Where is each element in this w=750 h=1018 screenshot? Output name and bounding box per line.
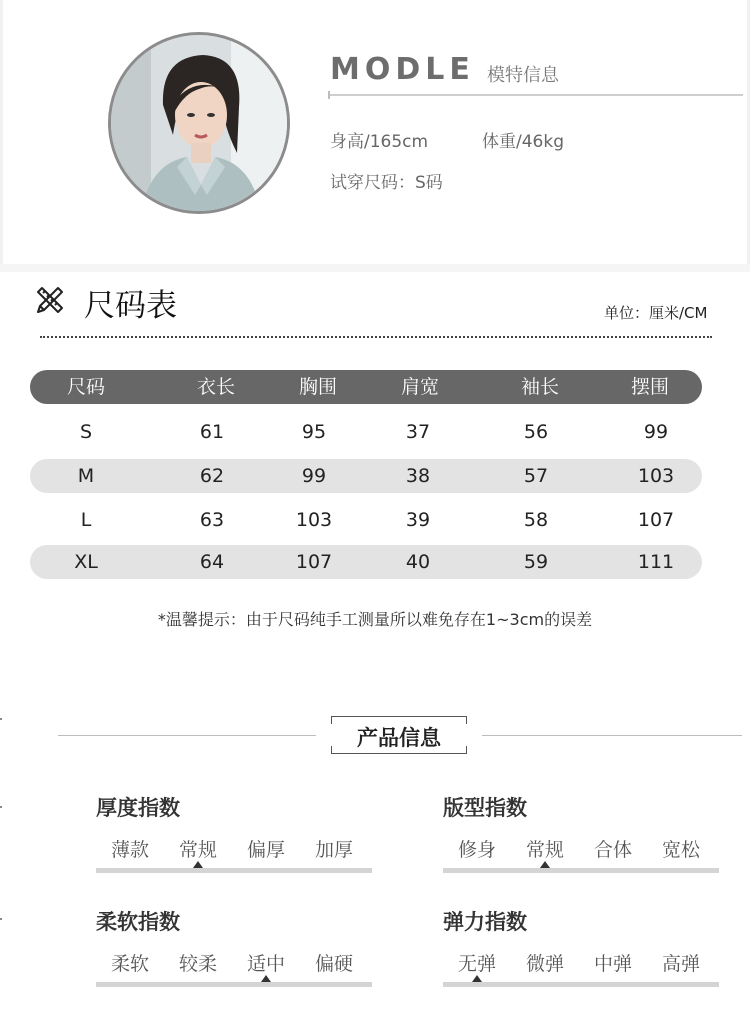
table-cell: 62 (199, 465, 225, 487)
selected-arrow-icon (193, 861, 203, 868)
section-edge-bottom (0, 264, 750, 272)
table-cell: 38 (405, 465, 431, 487)
index-option: 偏硬 (314, 953, 353, 975)
index-option: 宽松 (661, 839, 700, 861)
index-option: 微弹 (525, 953, 564, 975)
index-option: 中弹 (593, 953, 632, 975)
product-info-heading (331, 716, 467, 754)
index-bar (443, 868, 719, 873)
index-option: 偏厚 (246, 839, 285, 861)
header-cell: 袖长 (520, 376, 559, 398)
thickness-index (96, 792, 372, 882)
table-cell: 64 (199, 551, 225, 573)
table-cell: 99 (643, 421, 669, 443)
model-subtitle: 模特信息 (487, 65, 559, 86)
table-row (30, 503, 702, 537)
table-cell: 63 (199, 509, 225, 531)
index-label: 版型指数 (443, 796, 527, 820)
index-option: 柔软 (110, 953, 149, 975)
table-cell: 39 (405, 509, 431, 531)
table-cell: 58 (523, 509, 549, 531)
dotted-divider (40, 336, 712, 338)
model-info-section (0, 0, 750, 272)
index-bar (96, 868, 372, 873)
table-cell: 40 (405, 551, 431, 573)
table-cell: 107 (637, 509, 675, 531)
table-cell: 61 (199, 421, 225, 443)
elasticity-index (443, 906, 719, 996)
table-cell: 103 (295, 509, 333, 531)
model-weight: 体重/46kg (482, 132, 564, 152)
table-cell: 57 (523, 465, 549, 487)
selected-arrow-icon (540, 861, 550, 868)
size-chart-title: 尺码表 (84, 288, 177, 324)
index-option: 适中 (246, 953, 285, 975)
side-mark (0, 718, 2, 720)
index-option: 高弹 (661, 953, 700, 975)
table-cell: 107 (295, 551, 333, 573)
header-cell: 尺码 (66, 376, 105, 398)
info-divider-right (482, 735, 742, 736)
index-option: 修身 (457, 839, 496, 861)
index-option: 常规 (525, 839, 564, 861)
index-label: 厚度指数 (96, 796, 180, 820)
size-chart-unit: 单位：厘米/CM (604, 304, 708, 322)
header-cell: 摆围 (630, 376, 669, 398)
model-title: MODLE (330, 52, 475, 87)
model-height: 身高/165cm (330, 132, 429, 152)
model-divider (328, 94, 743, 96)
fit-index (443, 792, 719, 882)
index-option: 加厚 (314, 839, 353, 861)
header-cell: 肩宽 (400, 376, 439, 398)
header-cell: 衣长 (196, 376, 235, 398)
table-cell: 103 (637, 465, 675, 487)
table-cell: M (77, 465, 95, 487)
index-option: 无弹 (457, 953, 496, 975)
info-divider-left (58, 735, 316, 736)
table-cell: S (79, 421, 93, 443)
selected-arrow-icon (472, 975, 482, 982)
model-trial-size: 试穿尺码：S码 (330, 173, 443, 193)
table-cell: XL (74, 551, 98, 573)
section-edge-left (0, 0, 3, 272)
table-cell: L (80, 509, 92, 531)
table-row (30, 459, 702, 493)
index-option: 合体 (593, 839, 632, 861)
index-option: 较柔 (178, 953, 217, 975)
size-table-header (30, 370, 702, 404)
index-option: 常规 (178, 839, 217, 861)
table-cell: 111 (637, 551, 675, 573)
index-bar (443, 982, 719, 987)
table-cell: 99 (301, 465, 327, 487)
side-mark (0, 918, 2, 920)
table-cell: 59 (523, 551, 549, 573)
index-label: 弹力指数 (443, 910, 527, 934)
index-bar (96, 982, 372, 987)
table-cell: 56 (523, 421, 549, 443)
size-tip: *温馨提示：由于尺码纯手工测量所以难免存在1~3cm的误差 (157, 610, 593, 629)
selected-arrow-icon (261, 975, 271, 982)
table-row (30, 545, 702, 579)
table-cell: 95 (301, 421, 327, 443)
index-option: 薄款 (110, 839, 149, 861)
ruler-pencil-icon (34, 284, 66, 316)
softness-index (96, 906, 372, 996)
table-cell: 37 (405, 421, 431, 443)
product-info-title: 产品信息 (357, 726, 441, 750)
header-cell: 胸围 (298, 376, 337, 398)
side-mark (0, 806, 2, 808)
table-row (30, 415, 702, 449)
index-label: 柔软指数 (96, 910, 180, 934)
model-avatar (108, 32, 290, 214)
